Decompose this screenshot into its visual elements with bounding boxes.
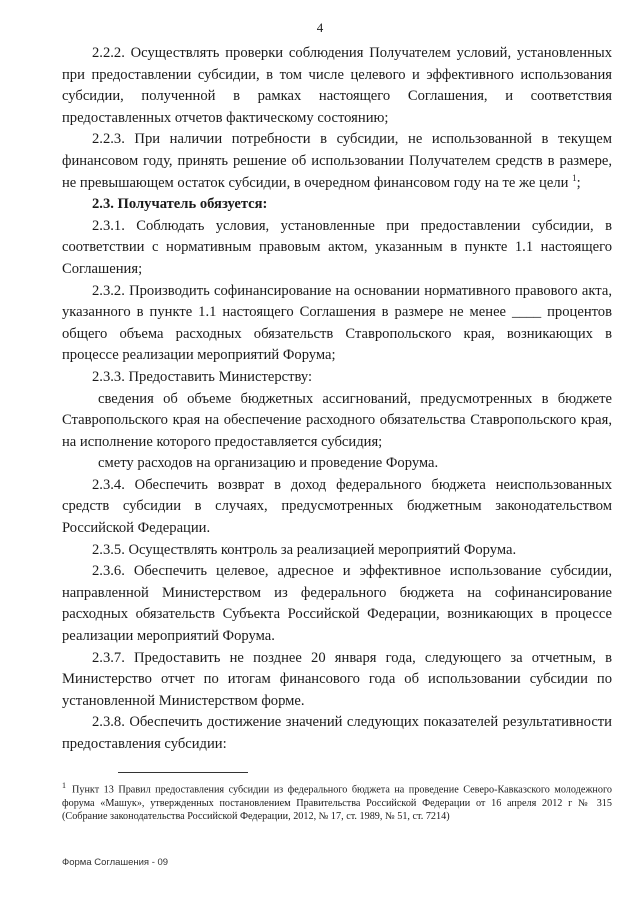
paragraph-2-3-3: 2.3.3. Предоставить Министерству: [92,368,313,385]
footnote-divider [118,772,248,773]
paragraph-2-2-3-text: 2.2.3. При наличии потребности в субсидии, не использованной в текущем финансовом году, принять решение об использовании Получателем средств в размере, не превышающем остаток субсидии, в очередном финансовом году на те же цели [62,131,612,191]
paragraph-2-3-8: 2.3.8. Обеспечить достижение значений следующих показателей результативности предоставления субсидии: [62,714,612,752]
paragraph-2-3-4: 2.3.4. Обеспечить возврат в доход федерального бюджета неиспользованных средств субсидии в случаях, предусмотренных бюджетным законодательством Российской Федерации. [62,476,612,537]
paragraph-2-3-3-item-a: сведения об объеме бюджетных ассигнований, предусмотренных в бюджете Ставропольского края на обеспечение расходного обязательства Ставропольского края, на исполнение которого предоставляется субсидия; [62,390,612,450]
footnote-text: Пункт 13 Правил предоставления субсидии из федерального бюджета на проведение Северо-Кавказского молодежного форума «Машук», утвержденных постановлением Правительства Российской Федерации от 16 апреля 2012 г № 315 (Собрание законодательства Российской Федерации, 2012, № 17, ст. 1989, № 51, ст. 7214) [62,784,612,823]
paragraph-2-2-3-end: ; [576,174,581,191]
paragraph-2-3-2: 2.3.2. Производить софинансирование на основании нормативного правового акта, указанного в пункте 1.1 настоящего Соглашения в размере не менее ____ процентов общего объема расходных обязательств Ставропольского края, возникающих в процессе реализации мероприятий Форума; [62,282,612,364]
paragraph-2-3-3-item-b: смету расходов на организацию и проведение Форума. [98,455,439,472]
footnote [62,779,612,824]
document-body [62,43,612,756]
paragraph-2-3-5: 2.3.5. Осуществлять контроль за реализацией мероприятий Форума. [92,541,517,558]
paragraph-2-2-3 [62,129,612,194]
paragraph-2-2-2: 2.2.2. Осуществлять проверки соблюдения Получателем условий, установленных при предоставлении субсидии, в том числе целевого и эффективного использования субсидии, полученной в рамках настоящего Соглашения, и соответствия предоставленных отчетов фактическому состоянию; [62,45,612,126]
paragraph-2-3-1: 2.3.1. Соблюдать условия, установленные при предоставлении субсидии, в соответствии с нормативным правовым актом, указанным в пункте 1.1 настоящего Соглашения; [62,217,612,277]
section-heading-2-3: 2.3. Получатель обязуется: [92,196,268,213]
paragraph-2-3-7: 2.3.7. Предоставить не позднее 20 января года, следующего за отчетным, в Министерство отчет по итогам финансового года об использовании субсидии по установленной Министерством форме. [62,649,612,709]
footer-form-label: Форма Соглашения - 09 [62,857,169,868]
paragraph-2-3-6: 2.3.6. Обеспечить целевое, адресное и эффективное использование субсидии, направленной Министерством из федерального бюджета на софинансирование расходных обязательств Субъекта Российской Федерации, возникающих в процессе реализации мероприятий Форума. [62,563,612,645]
footnote-reference: 1 [572,172,577,183]
footnote-mark: 1 [62,781,66,790]
page-number: 4 [316,20,324,35]
